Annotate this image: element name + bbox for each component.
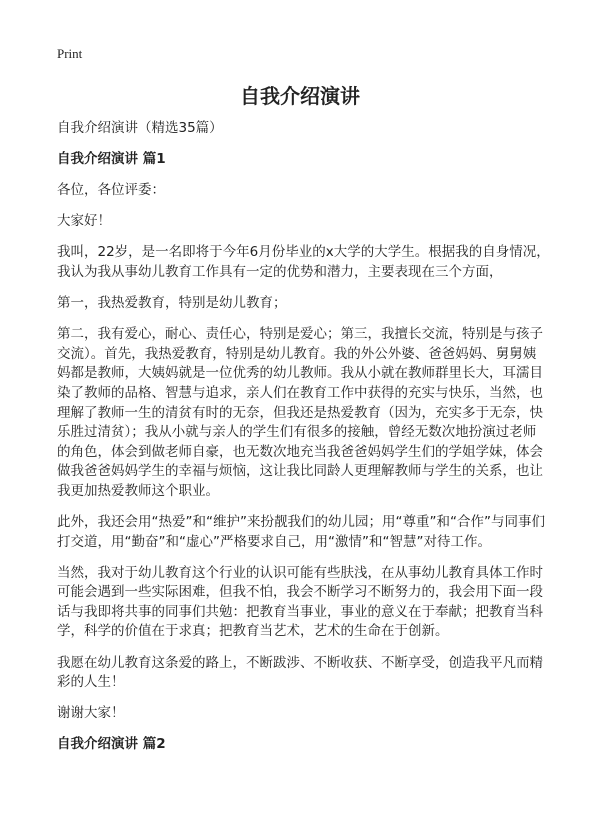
- paragraph: [57, 181, 597, 201]
- text-line: 学，科学的价值在于求真；把教育当艺术，艺术的生命在于创新。: [57, 623, 449, 640]
- document-body: [57, 119, 597, 766]
- paragraph: [57, 654, 597, 693]
- text-line: 我认为我从事幼儿教育工作具有一定的优势和潜力，主要表现在三个方面，: [57, 263, 503, 280]
- text-line: 染了教师的品格、智慧与追求，亲人们在教育工作中获得的充实与快乐，当然，也: [57, 384, 543, 401]
- subtitle: 自我介绍演讲（精选35篇）: [57, 120, 223, 136]
- text-line: 第二，我有爱心，耐心、责任心，特别是爱心；第三，我擅长交流，特别是与孩子: [57, 326, 543, 343]
- paragraph: [57, 564, 597, 642]
- text-line: 我更加热爱教师这个职业。: [57, 482, 219, 499]
- text-line: 交流）。首先，我热爱教育，特别是幼儿教育。我的外公外婆、爸爸妈妈、舅舅姨: [57, 345, 537, 362]
- text-line: 大家好！: [57, 213, 111, 230]
- paragraph: [57, 513, 597, 552]
- text-line: 我叫，22岁，是一名即将于今年6月份毕业的x大学的大学生。根据我的自身情况，: [57, 244, 550, 261]
- text-line: 此外，我还会用“热爱”和“维护”来扮靓我们的幼儿园；用“尊重”和“合作”与同事们: [57, 514, 545, 530]
- document-title: 自我介绍演讲: [240, 84, 360, 108]
- paragraph: [57, 704, 597, 724]
- text-line: 打交道，用“勤奋”和“虚心”严格要求自己，用“激情”和“智慧”对待工作。: [57, 533, 491, 550]
- text-line: 当然，我对于幼儿教育这个行业的认识可能有些肤浅，在从事幼儿教育具体工作时: [57, 564, 543, 581]
- text-line: 做我爸爸妈妈学生的幸福与烦恼，这让我比同龄人更理解教师与学生的关系，也让: [57, 463, 543, 480]
- section-heading: 自我介绍演讲 篇2: [57, 736, 166, 753]
- text-line: 第一，我热爱教育，特别是幼儿教育；: [57, 295, 287, 312]
- text-line: 可能会遇到一些实际困难，但我不怕，我会不断学习不断努力的，我会用下面一段: [57, 584, 543, 601]
- text-line: 彩的人生！: [57, 674, 125, 691]
- paragraph: [57, 243, 597, 282]
- text-line: 乐胜过清贫）；我从小就与亲人的学生们有很多的接触，曾经无数次地扮演过老师: [57, 424, 537, 441]
- text-line: 的角色，体会到做老师自豪，也无数次地充当我爸爸妈妈学生们的学姐学妹，体会: [57, 443, 543, 460]
- text-line: 话与我即将共事的同事们共勉：把教育当事业，事业的意义在于奉献；把教育当科: [57, 603, 543, 620]
- text-line: 各位，各位评委：: [57, 182, 165, 199]
- text-line: 妈都是教师，大姨妈就是一位优秀的幼儿教师。我从小就在教师群里长大，耳濡目: [57, 365, 543, 382]
- text-line: 我愿在幼儿教育这条爱的路上，不断跋涉、不断收获、不断享受，创造我平凡而精: [57, 654, 543, 671]
- paragraph: [57, 294, 597, 314]
- text-line: 谢谢大家！: [57, 705, 125, 722]
- text-line: 理解了教师一生的清贫有时的无奈，但我还是热爱教育（因为，充实多于无奈，快: [57, 404, 543, 421]
- section-heading: 自我介绍演讲 篇1: [57, 151, 166, 168]
- paragraph: [57, 325, 597, 501]
- paragraph: [57, 212, 597, 232]
- print-link[interactable]: Print: [57, 46, 83, 61]
